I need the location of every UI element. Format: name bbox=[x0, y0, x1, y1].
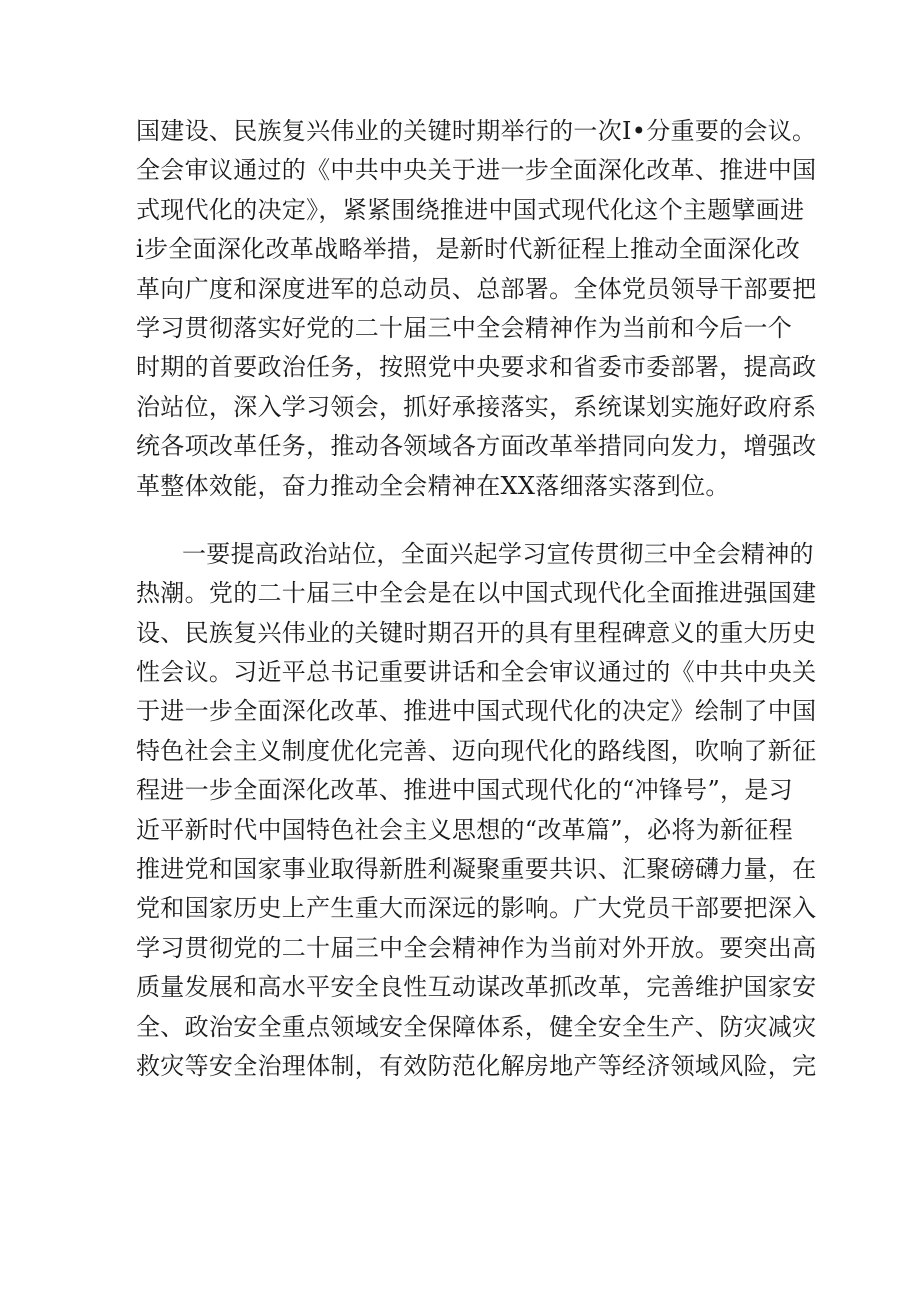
text-line: 全会审议通过的《中共中央关于进一步全面深化改革、推进中国 bbox=[136, 156, 817, 185]
text-line: i步全面深化改革战略举措，是新时代新征程上推动全面深化改 bbox=[136, 235, 801, 264]
text-line: 学习贯彻落实好党的二十届三中全会精神作为当前和今后一个 bbox=[136, 313, 793, 342]
text-line: 全、政治安全重点领域安全保障体系，健全安全生产、防灾减灾 bbox=[136, 1012, 817, 1041]
text-line: 程进一步全面深化改革、推进中国式现代化的“冲锋号”，是习 bbox=[136, 776, 793, 805]
text-line: 式现代化的决定》，紧紧围绕推进中国式现代化这个主题擘画进 bbox=[136, 195, 805, 224]
paragraph-2 bbox=[136, 535, 817, 1086]
text-line: 党和国家历史上产生重大而深远的影响。广大党员干部要把深入 bbox=[136, 894, 817, 923]
text-line: 设、民族复兴伟业的关键时期召开的具有里程碑意义的重大历史 bbox=[136, 618, 817, 647]
text-line: 革向广度和深度进军的总动员、总部署。全体党员领导干部要把 bbox=[136, 274, 817, 303]
text-line: 性会议。习近平总书记重要讲话和全会审议通过的《中共中央关 bbox=[136, 658, 817, 687]
text-line: 于进一步全面深化改革、推进中国式现代化的决定》绘制了中国 bbox=[136, 697, 817, 726]
text-line: 近平新时代中国特色社会主义思想的“改革篇”，必将为新征程 bbox=[136, 815, 793, 844]
text-line: 质量发展和高水平安全良性互动谋改革抓改革，完善维护国家安 bbox=[136, 973, 817, 1002]
text-line: 一要提高政治站位，全面兴起学习宣传贯彻三中全会精神的 bbox=[182, 539, 814, 568]
paragraph-gap bbox=[136, 506, 796, 535]
text-line: 推进党和国家事业取得新胜利凝聚重要共识、汇聚磅礴力量，在 bbox=[136, 855, 817, 884]
paragraph-1 bbox=[136, 112, 817, 506]
text-line: 救灾等安全治理体制，有效防范化解房地产等经济领域风险，完 bbox=[136, 1051, 817, 1080]
text-line: 时期的首要政治任务，按照党中央要求和省委市委部署，提高政 bbox=[136, 353, 817, 382]
text-line: 学习贯彻党的二十届三中全会精神作为当前对外开放。要突出高 bbox=[136, 933, 817, 962]
text-line: 国建设、民族复兴伟业的关键时期举行的一次I•分重要的会议。 bbox=[136, 117, 817, 145]
document-body bbox=[136, 112, 817, 1086]
text-line: 热潮。党的二十届三中全会是在以中国式现代化全面推进强国建 bbox=[136, 579, 817, 608]
text-line: 统各项改革任务，推动各领域各方面改革举措同向发力，增强改 bbox=[136, 432, 817, 461]
text-line: 治站位，深入学习领会，抓好承接落实，系统谋划实施好政府系 bbox=[136, 392, 817, 421]
text-line: 特色社会主义制度优化完善、迈向现代化的路线图，吹响了新征 bbox=[136, 736, 817, 765]
text-line: 革整体效能，奋力推动全会精神在XX落细落实落到位。 bbox=[136, 471, 730, 500]
